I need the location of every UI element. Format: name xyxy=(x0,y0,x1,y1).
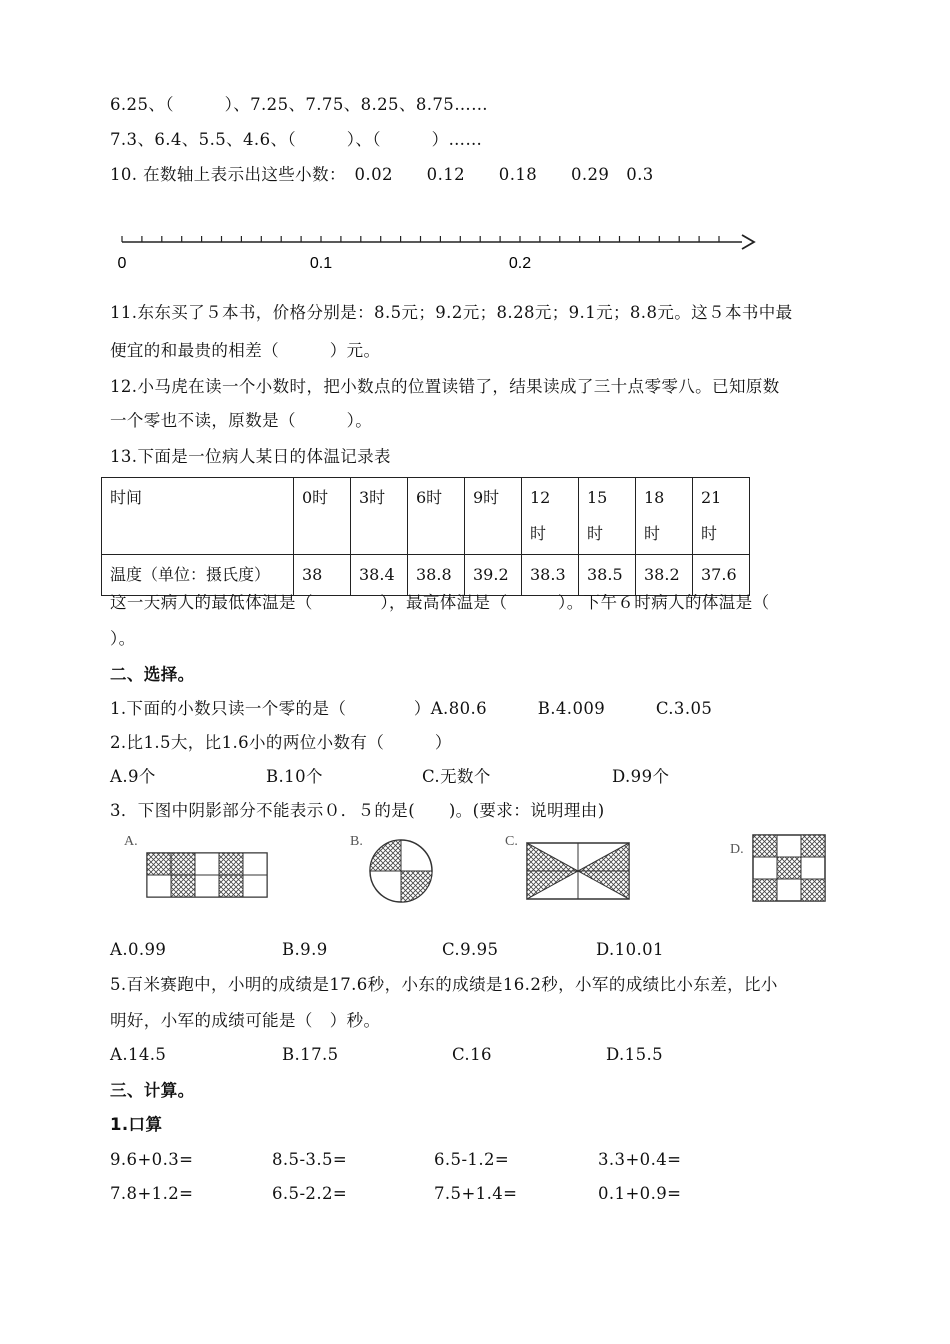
choice-5a: 5.百米赛跑中，小明的成绩是17.6秒，小东的成绩是16.2秒，小军的成绩比小东差，比小 xyxy=(110,975,778,994)
table-cell: 38.3 xyxy=(522,555,579,596)
choice-2-option-d: D.99个 xyxy=(612,767,670,786)
choice-4-option-c: C.9.95 xyxy=(442,940,499,959)
choice-2-option-a: A.9个 xyxy=(110,767,156,786)
section-3-heading: 三、计算。 xyxy=(110,1081,195,1100)
table-cell: 15 时 xyxy=(579,478,636,555)
calc-item: 0.1+0.9= xyxy=(598,1184,682,1203)
table-cell: 6时 xyxy=(408,478,465,555)
figure-c-rectangle xyxy=(526,842,630,900)
table-cell: 39.2 xyxy=(465,555,522,596)
table-cell: 18 时 xyxy=(636,478,693,555)
question-13-blank-a: 这一天病人的最低体温是（ ），最高体温是（ ）。下午６时病人的体温是（ xyxy=(110,593,770,612)
question-13: 13.下面是一位病人某日的体温记录表 xyxy=(110,447,391,466)
table-cell: 时间 xyxy=(102,478,294,555)
table-cell: 温度（单位：摄氏度） xyxy=(102,555,294,596)
calc-item: 7.5+1.4= xyxy=(434,1184,518,1203)
table-cell: 9时 xyxy=(465,478,522,555)
figure-label-b: B. xyxy=(350,834,363,849)
choice-2-option-c: C.无数个 xyxy=(422,767,491,786)
choice-4 xyxy=(110,906,439,920)
sequence-line-1: 6.25、（ ）、7.25、7.75、8.25、8.75…… xyxy=(110,95,488,114)
figure-b-circle xyxy=(368,838,434,904)
calc-item: 8.5-3.5= xyxy=(272,1150,348,1169)
section-2-heading: 二、选择。 xyxy=(110,665,195,684)
choice-3: 3．下图中阴影部分不能表示０．５的是( )。(要求：说明理由) xyxy=(110,801,605,820)
figure-a-grid xyxy=(146,852,268,898)
question-12a: 12.小马虎在读一个小数时，把小数点的位置读错了，结果读成了三十点零零八。已知原数 xyxy=(110,377,780,396)
table-cell: 21 时 xyxy=(693,478,750,555)
choice-2: 2.比1.5大，比1.6小的两位小数有（ ） xyxy=(110,733,452,752)
axis-label-0.1: 0.1 xyxy=(309,255,333,272)
table-cell: 0时 xyxy=(294,478,351,555)
choice-1: 1.下面的小数只读一个零的是（ ）A.80.6 B.4.009 C.3.05 xyxy=(110,699,713,718)
question-10: 10. 在数轴上表示出这些小数： 0.02 0.12 0.18 0.29 0.3 xyxy=(110,165,654,184)
choice-5-option-a: A.14.5 xyxy=(110,1045,167,1064)
axis-label-0.2: 0.2 xyxy=(508,255,532,272)
figure-label-c: C. xyxy=(505,834,518,849)
calc-item: 3.3+0.4= xyxy=(598,1150,682,1169)
figure-d-grid xyxy=(752,834,826,902)
section-3-sub: 1.口算 xyxy=(110,1115,163,1134)
number-line xyxy=(110,225,770,275)
table-cell: 38 xyxy=(294,555,351,596)
table-cell: 38.5 xyxy=(579,555,636,596)
calc-item: 6.5-1.2= xyxy=(434,1150,510,1169)
choice-5-option-d: D.15.5 xyxy=(606,1045,664,1064)
choice-4-option-b: B.9.9 xyxy=(282,940,328,959)
question-12b: 一个零也不读，原数是（ ）。 xyxy=(110,411,373,430)
choice-5-option-b: B.17.5 xyxy=(282,1045,339,1064)
question-13-blank-b: ）。 xyxy=(110,629,136,648)
choice-5-option-c: C.16 xyxy=(452,1045,492,1064)
table-row xyxy=(102,555,750,596)
table-cell: 12 时 xyxy=(522,478,579,555)
table-cell: 38.2 xyxy=(636,555,693,596)
table-cell: 38.8 xyxy=(408,555,465,596)
calc-item: 7.8+1.2= xyxy=(110,1184,194,1203)
question-11b: 便宜的和最贵的相差（ ）元。 xyxy=(110,341,381,360)
axis-label-0: 0 xyxy=(117,255,127,272)
choice-4-option-d: D.10.01 xyxy=(596,940,664,959)
calc-item: 9.6+0.3= xyxy=(110,1150,194,1169)
choice-4-option-a: A.0.99 xyxy=(110,940,167,959)
table-cell: 38.4 xyxy=(351,555,408,596)
figure-label-d: D. xyxy=(730,842,744,857)
calc-item: 6.5-2.2= xyxy=(272,1184,348,1203)
figure-label-a: A. xyxy=(124,834,138,849)
temperature-table xyxy=(101,477,750,596)
table-cell: 37.6 xyxy=(693,555,750,596)
table-cell: 3时 xyxy=(351,478,408,555)
sequence-line-2: 7.3、6.4、5.5、4.6、（ ）、（ ）…… xyxy=(110,130,483,149)
table-row xyxy=(102,478,750,555)
question-11a: 11.东东买了５本书，价格分别是：8.5元；9.2元；8.28元；9.1元；8.8元。这５本书中最 xyxy=(110,303,793,322)
choice-2-option-b: B.10个 xyxy=(266,767,323,786)
choice-5b: 明好，小军的成绩可能是（ ）秒。 xyxy=(110,1011,381,1030)
